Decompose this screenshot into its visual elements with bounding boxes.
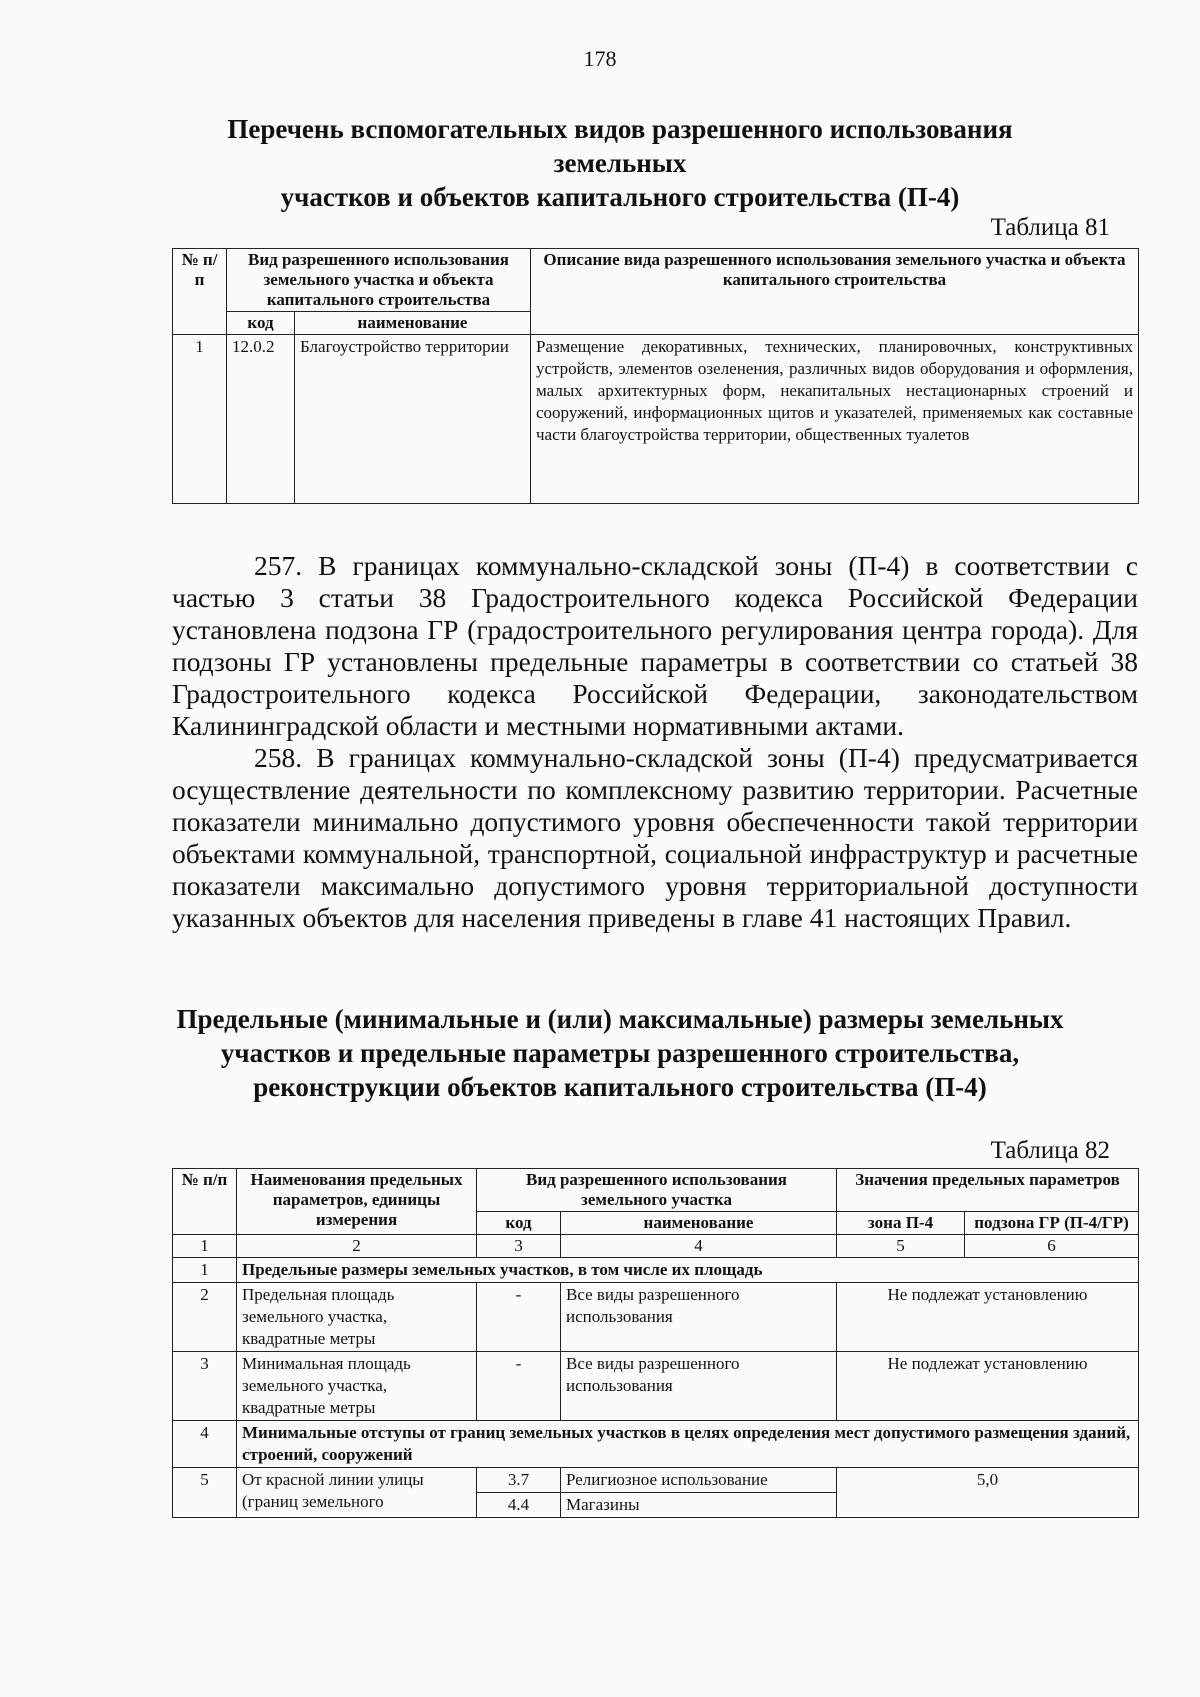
cell-value: Не подлежат установлению [837,1352,1139,1421]
cell-num: 5 [173,1468,237,1518]
col-number: 2 [237,1235,477,1258]
cell-section-heading: Минимальные отступы от границ земельных участков в целях определения мест допустимого размещения зданий, строений, сооружений [237,1421,1139,1468]
header-name: наименование [561,1212,837,1235]
table-row [173,1283,1139,1352]
title-line: Перечень вспомогательных видов разрешенного использования земельных [227,114,1013,178]
table-82 [172,1168,1139,1518]
cell-name: Магазины [561,1493,837,1518]
header-values: Значения предельных параметров [837,1169,1139,1212]
title-line: участков и объектов капитального строительства (П-4) [280,182,960,212]
table-81 [172,248,1139,504]
header-name: наименование [295,312,531,335]
cell-code: 12.0.2 [227,335,295,504]
cell-section-heading: Предельные размеры земельных участков, в том числе их площадь [237,1258,1139,1283]
table-82-title [160,1002,1080,1104]
paragraph-text: 258. В границах коммунально-складской зоны (П-4) предусматривается осуществление деятельности по комплексному развитию территории. Расчетные показатели минимально допустимого уровня обеспеченности такой территории объектами коммунальной, транспортной, социальной инфраструктур и расчетные показатели максимально допустимого уровня территориальной доступности указанных объектов для населения приведены в главе 41 настоящих Правил. [172,742,1138,933]
col-number: 1 [173,1235,237,1258]
table-row [173,1421,1139,1468]
paragraph-258 [172,742,1138,934]
col-number: 4 [561,1235,837,1258]
header-num: № п/п [173,249,227,335]
col-number: 3 [477,1235,561,1258]
table-81-title [160,112,1080,214]
paragraph-text: 257. В границах коммунально-складской зоны (П-4) в соответствии с частью 3 статьи 38 Градостроительного кодекса Российской Федерации установлена подзона ГР (градостроительного регулирования центра города). Для подзоны ГР установлены предельные параметры в соответствии со статьей 38 Градостроительного кодекса Российской Федерации, законодательством Калининградской области и местными нормативными актами. [172,550,1138,741]
table-row [173,1352,1139,1421]
header-num: № п/п [173,1169,237,1235]
paragraph-257 [172,550,1138,742]
cell-num: 2 [173,1283,237,1352]
cell-name: Все виды разрешенного использования [561,1352,837,1421]
cell-param: Предельная площадь земельного участка, квадратные метры [237,1283,477,1352]
cell-name: Религиозное использование [561,1468,837,1493]
column-number-row [173,1235,1139,1258]
cell-name: Благоустройство территории [295,335,531,504]
title-line: Предельные (минимальные и (или) максимальные) размеры земельных [176,1004,1064,1034]
cell-num: 3 [173,1352,237,1421]
header-kind: Вид разрешенного использования земельного участка и объекта капитального строительства [227,249,531,312]
table-81-label: Таблица 81 [990,214,1110,241]
col-number: 6 [965,1235,1139,1258]
cell-code: - [477,1283,561,1352]
cell-code: 3.7 [477,1468,561,1493]
cell-num: 1 [173,1258,237,1283]
cell-description: Размещение декоративных, технических, планировочных, конструктивных устройств, элементов озеленения, различных видов оборудования и оформления, малых архитектурных форм, некапитальных нестационарных строений и сооружений, информационных щитов и указателей, применяемых как составные части благоустройства территории, общественных туалетов [531,335,1139,504]
table-row [173,335,1139,504]
cell-param: От красной линии улицы (границ земельного [237,1468,477,1518]
header-description: Описание вида разрешенного использования земельного участка и объекта капитального строительства [531,249,1139,335]
title-line: участков и предельные параметры разрешенного строительства, [220,1038,1020,1068]
header-code: код [477,1212,561,1235]
header-subzone: подзона ГР (П-4/ГР) [965,1212,1139,1235]
cell-code: 4.4 [477,1493,561,1518]
table-82-label: Таблица 82 [990,1137,1110,1164]
page-number: 178 [583,46,617,71]
cell-name: Все виды разрешенного использования [561,1283,837,1352]
header-kind: Вид разрешенного использования земельного участка [477,1169,837,1212]
cell-num: 1 [173,335,227,504]
cell-param: Минимальная площадь земельного участка, квадратные метры [237,1352,477,1421]
header-param: Наименования предельных параметров, единицы измерения [237,1169,477,1235]
title-line: реконструкции объектов капитального строительства (П-4) [253,1072,987,1102]
cell-code: - [477,1352,561,1421]
table-row [173,1258,1139,1283]
header-code: код [227,312,295,335]
cell-value: 5,0 [837,1468,1139,1518]
col-number: 5 [837,1235,965,1258]
cell-value: Не подлежат установлению [837,1283,1139,1352]
cell-num: 4 [173,1421,237,1468]
header-zone: зона П-4 [837,1212,965,1235]
table-row [173,1468,1139,1493]
